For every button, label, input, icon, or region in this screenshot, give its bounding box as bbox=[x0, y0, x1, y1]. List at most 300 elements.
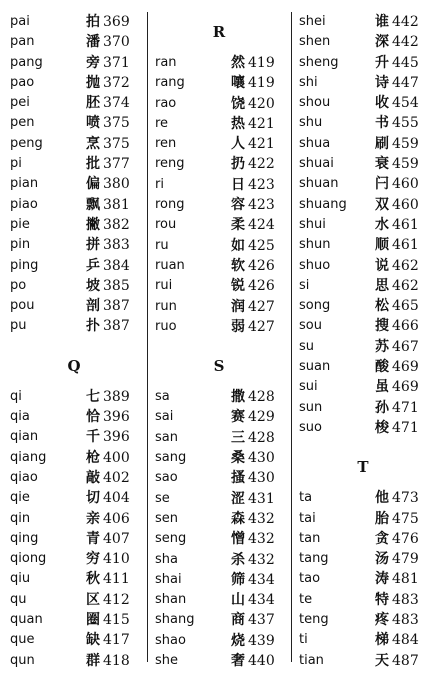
index-entry bbox=[10, 73, 138, 93]
example-character: 思 bbox=[375, 277, 389, 294]
example-character: 梭 bbox=[375, 419, 389, 436]
page-number: 467 bbox=[392, 338, 419, 355]
example-character: 撇 bbox=[86, 216, 100, 233]
index-entry bbox=[10, 427, 138, 447]
page-number: 387 bbox=[103, 298, 130, 315]
index-entry bbox=[299, 488, 427, 508]
page-number: 430 bbox=[248, 470, 275, 487]
index-entry bbox=[299, 569, 427, 589]
page-number: 384 bbox=[103, 257, 130, 274]
index-entry bbox=[299, 316, 427, 336]
index-entry bbox=[155, 154, 283, 174]
page-number: 385 bbox=[103, 277, 130, 294]
pinyin-syllable: shuan bbox=[299, 176, 339, 192]
pinyin-syllable: sa bbox=[155, 389, 170, 405]
page-number: 439 bbox=[248, 632, 275, 649]
example-character: 穷 bbox=[86, 551, 100, 568]
index-entry bbox=[10, 296, 138, 316]
index-entry bbox=[299, 398, 427, 418]
index-entry bbox=[155, 590, 283, 610]
page-number: 383 bbox=[103, 237, 130, 254]
pinyin-syllable: piao bbox=[10, 196, 38, 212]
page-number: 481 bbox=[392, 571, 419, 588]
example-character: 柔 bbox=[231, 217, 245, 234]
page-number: 374 bbox=[103, 95, 130, 112]
example-character: 刷 bbox=[375, 135, 389, 152]
index-entry bbox=[155, 94, 283, 114]
page-number: 372 bbox=[103, 74, 130, 91]
page-number: 418 bbox=[103, 652, 130, 669]
example-character: 他 bbox=[375, 490, 389, 507]
page-number: 469 bbox=[392, 359, 419, 376]
index-entry bbox=[155, 215, 283, 235]
pinyin-syllable: shei bbox=[299, 14, 326, 29]
index-entry bbox=[299, 73, 427, 93]
pinyin-syllable: tian bbox=[299, 652, 324, 668]
page-number: 475 bbox=[392, 510, 419, 527]
index-entry bbox=[299, 195, 427, 215]
pinyin-syllable: pei bbox=[10, 95, 30, 111]
index-entry bbox=[299, 377, 427, 397]
page-number: 422 bbox=[248, 156, 275, 173]
example-character: 涛 bbox=[375, 571, 389, 588]
page-number: 371 bbox=[103, 54, 130, 71]
index-entry bbox=[10, 529, 138, 549]
pinyin-syllable: tan bbox=[299, 530, 321, 546]
index-entry bbox=[10, 235, 138, 255]
example-character: 软 bbox=[231, 257, 245, 274]
example-character: 特 bbox=[375, 591, 389, 608]
example-character: 敲 bbox=[86, 469, 100, 486]
index-entry bbox=[299, 215, 427, 235]
pinyin-syllable: reng bbox=[155, 156, 185, 172]
example-character: 亲 bbox=[86, 510, 100, 527]
example-character: 天 bbox=[375, 652, 389, 669]
pinyin-syllable: pou bbox=[10, 298, 35, 314]
pinyin-syllable: po bbox=[10, 277, 27, 293]
page-number: 381 bbox=[103, 196, 130, 213]
page-number: 421 bbox=[248, 136, 275, 153]
example-character: 撒 bbox=[231, 389, 245, 406]
page-number: 419 bbox=[248, 55, 275, 71]
example-character: 赛 bbox=[231, 409, 245, 426]
example-character: 偏 bbox=[86, 176, 100, 193]
page-number: 466 bbox=[392, 318, 419, 335]
pinyin-syllable: shao bbox=[155, 632, 186, 648]
pinyin-syllable: qing bbox=[10, 530, 39, 546]
page-number: 406 bbox=[103, 510, 130, 527]
index-entry bbox=[10, 12, 138, 32]
pinyin-syllable: peng bbox=[10, 135, 43, 151]
page-number: 424 bbox=[248, 217, 275, 234]
example-character: 七 bbox=[86, 388, 100, 405]
page-number: 454 bbox=[392, 95, 419, 112]
pinyin-syllable: pi bbox=[10, 156, 22, 172]
page-number: 462 bbox=[392, 257, 419, 274]
page-number: 375 bbox=[103, 115, 130, 132]
example-character: 烧 bbox=[231, 632, 245, 649]
pinyin-syllable: song bbox=[299, 298, 331, 314]
example-character: 深 bbox=[375, 34, 389, 51]
page-number: 460 bbox=[392, 196, 419, 213]
index-entry bbox=[10, 651, 138, 671]
example-character: 日 bbox=[231, 176, 245, 193]
example-character: 区 bbox=[86, 591, 100, 608]
page-number: 471 bbox=[392, 419, 419, 436]
pinyin-syllable: ti bbox=[299, 632, 308, 648]
index-entry bbox=[299, 256, 427, 276]
example-character: 双 bbox=[375, 196, 389, 213]
pinyin-syllable: qu bbox=[10, 591, 27, 607]
pinyin-syllable: qia bbox=[10, 409, 30, 425]
pinyin-syllable: rou bbox=[155, 217, 177, 233]
example-character: 圈 bbox=[86, 612, 100, 629]
pinyin-syllable: teng bbox=[299, 612, 329, 628]
column-divider bbox=[291, 12, 292, 662]
page-number: 428 bbox=[248, 389, 275, 406]
page-number: 425 bbox=[248, 237, 275, 254]
page-number: 370 bbox=[103, 34, 130, 51]
index-entry bbox=[10, 468, 138, 488]
example-character: 三 bbox=[231, 429, 245, 446]
pinyin-syllable: tang bbox=[299, 551, 329, 567]
page-number: 483 bbox=[392, 612, 419, 629]
index-entry bbox=[299, 529, 427, 549]
pinyin-syllable: san bbox=[155, 429, 178, 445]
example-character: 锐 bbox=[231, 278, 245, 295]
example-character: 切 bbox=[86, 490, 100, 507]
page-number: 426 bbox=[248, 278, 275, 295]
index-entry bbox=[299, 134, 427, 154]
page-number: 380 bbox=[103, 176, 130, 193]
page-number: 431 bbox=[248, 490, 275, 507]
page-number: 396 bbox=[103, 409, 130, 426]
page-number: 432 bbox=[248, 531, 275, 548]
example-character: 恰 bbox=[86, 409, 100, 426]
page-number: 484 bbox=[392, 632, 419, 649]
pinyin-syllable: sao bbox=[155, 470, 178, 486]
pinyin-syllable: ta bbox=[299, 490, 313, 506]
pinyin-syllable: run bbox=[155, 298, 177, 314]
index-column-2 bbox=[155, 12, 283, 671]
index-entry bbox=[299, 174, 427, 194]
index-entry bbox=[299, 610, 427, 630]
index-entry bbox=[155, 610, 283, 630]
pinyin-syllable: qi bbox=[10, 388, 22, 404]
pinyin-syllable: pin bbox=[10, 237, 31, 253]
pinyin-syllable: tao bbox=[299, 571, 321, 587]
page-number: 412 bbox=[103, 591, 130, 608]
page-number: 404 bbox=[103, 490, 130, 507]
pinyin-syllable: suan bbox=[299, 359, 331, 375]
pinyin-syllable: sou bbox=[299, 318, 322, 334]
example-character: 疼 bbox=[375, 612, 389, 629]
pinyin-syllable: sui bbox=[299, 379, 318, 395]
pinyin-syllable: ren bbox=[155, 136, 177, 152]
page-number: 415 bbox=[103, 612, 130, 629]
index-entry bbox=[155, 256, 283, 276]
index-entry bbox=[10, 610, 138, 630]
example-character: 奢 bbox=[231, 653, 245, 670]
example-character: 扑 bbox=[86, 318, 100, 335]
index-entry bbox=[155, 448, 283, 468]
pinyin-syllable: qiu bbox=[10, 571, 31, 587]
example-character: 秋 bbox=[86, 571, 100, 588]
section-gap bbox=[155, 337, 283, 346]
page-number: 429 bbox=[248, 409, 275, 426]
index-entry bbox=[155, 407, 283, 427]
example-character: 顺 bbox=[375, 237, 389, 254]
index-entry bbox=[10, 154, 138, 174]
pinyin-syllable: qiong bbox=[10, 551, 47, 567]
pinyin-syllable: rao bbox=[155, 95, 177, 111]
example-character: 胎 bbox=[375, 510, 389, 527]
example-character: 喷 bbox=[86, 115, 100, 132]
example-character: 松 bbox=[375, 298, 389, 315]
example-character: 乒 bbox=[86, 257, 100, 274]
example-character: 烹 bbox=[86, 135, 100, 152]
section-gap bbox=[10, 337, 138, 346]
page-number: 432 bbox=[248, 551, 275, 568]
page-number: 455 bbox=[392, 115, 419, 132]
page-number: 427 bbox=[248, 298, 275, 315]
example-character: 嚷 bbox=[231, 75, 245, 92]
pinyin-syllable: shun bbox=[299, 237, 331, 253]
example-character: 批 bbox=[86, 156, 100, 173]
index-entry bbox=[10, 630, 138, 650]
index-entry bbox=[299, 590, 427, 610]
index-entry bbox=[10, 134, 138, 154]
example-character: 酸 bbox=[375, 359, 389, 376]
example-character: 飘 bbox=[86, 196, 100, 213]
pinyin-syllable: qun bbox=[10, 652, 35, 668]
pinyin-syllable: qiang bbox=[10, 449, 47, 465]
index-entry bbox=[299, 296, 427, 316]
index-entry bbox=[10, 387, 138, 407]
page-number: 426 bbox=[248, 257, 275, 274]
page-number: 437 bbox=[248, 612, 275, 629]
index-entry bbox=[155, 276, 283, 296]
example-character: 然 bbox=[231, 55, 245, 71]
index-entry bbox=[299, 276, 427, 296]
example-character: 抛 bbox=[86, 74, 100, 91]
index-entry bbox=[155, 134, 283, 154]
index-entry bbox=[155, 297, 283, 317]
pinyin-syllable: shai bbox=[155, 571, 182, 587]
page-number: 476 bbox=[392, 530, 419, 547]
example-character: 桑 bbox=[231, 450, 245, 467]
index-entry bbox=[299, 53, 427, 73]
pinyin-syllable: shang bbox=[155, 612, 195, 628]
index-entry bbox=[155, 387, 283, 407]
index-entry bbox=[299, 32, 427, 52]
index-entry bbox=[299, 418, 427, 438]
page-number: 462 bbox=[392, 277, 419, 294]
page-number: 460 bbox=[392, 176, 419, 193]
index-entry bbox=[10, 256, 138, 276]
example-character: 涩 bbox=[231, 490, 245, 507]
index-entry bbox=[155, 317, 283, 337]
index-entry bbox=[299, 113, 427, 133]
pinyin-syllable: pao bbox=[10, 74, 35, 90]
page-number: 411 bbox=[103, 571, 130, 588]
example-character: 诗 bbox=[375, 74, 389, 91]
page-number: 479 bbox=[392, 551, 419, 568]
page-number: 445 bbox=[392, 54, 419, 71]
index-entry bbox=[155, 428, 283, 448]
index-entry bbox=[155, 468, 283, 488]
index-entry bbox=[299, 357, 427, 377]
index-entry bbox=[155, 195, 283, 215]
example-character: 憎 bbox=[231, 531, 245, 548]
index-entry bbox=[299, 12, 427, 32]
index-entry bbox=[10, 215, 138, 235]
example-character: 枪 bbox=[86, 449, 100, 466]
section-gap bbox=[299, 438, 427, 447]
index-entry bbox=[155, 489, 283, 509]
index-entry bbox=[299, 235, 427, 255]
example-character: 拍 bbox=[86, 14, 100, 30]
index-entry bbox=[155, 236, 283, 256]
page-number: 419 bbox=[248, 75, 275, 92]
page-number: 461 bbox=[392, 237, 419, 254]
page-number: 402 bbox=[103, 469, 130, 486]
pinyin-syllable: ru bbox=[155, 237, 169, 253]
example-character: 搔 bbox=[231, 470, 245, 487]
pinyin-syllable: sha bbox=[155, 551, 178, 567]
pinyin-syllable: re bbox=[155, 115, 169, 131]
pinyin-syllable: shu bbox=[299, 115, 323, 131]
page-number: 459 bbox=[392, 156, 419, 173]
index-entry bbox=[10, 549, 138, 569]
page-number: 442 bbox=[392, 34, 419, 51]
example-character: 胚 bbox=[86, 95, 100, 112]
pinyin-syllable: ran bbox=[155, 55, 177, 70]
pinyin-syllable: ping bbox=[10, 257, 39, 273]
example-character: 升 bbox=[375, 54, 389, 71]
page-number: 459 bbox=[392, 135, 419, 152]
pinyin-syllable: qin bbox=[10, 510, 31, 526]
index-entry bbox=[155, 175, 283, 195]
example-character: 弱 bbox=[231, 318, 245, 335]
pinyin-syllable: ri bbox=[155, 176, 164, 192]
index-entry bbox=[155, 550, 283, 570]
page-number: 387 bbox=[103, 318, 130, 335]
index-entry bbox=[155, 73, 283, 93]
pinyin-syllable: shuai bbox=[299, 156, 334, 172]
index-entry bbox=[155, 509, 283, 529]
pinyin-syllable: shui bbox=[299, 216, 326, 232]
pinyin-syllable: sen bbox=[155, 510, 179, 526]
page-number: 427 bbox=[248, 318, 275, 335]
pinyin-syllable: suo bbox=[299, 419, 322, 435]
example-character: 书 bbox=[375, 115, 389, 132]
pinyin-syllable: que bbox=[10, 632, 35, 648]
index-entry bbox=[155, 631, 283, 651]
example-character: 商 bbox=[231, 612, 245, 629]
example-character: 贪 bbox=[375, 530, 389, 547]
page-number: 382 bbox=[103, 216, 130, 233]
section-letter-heading: S bbox=[213, 357, 225, 376]
example-character: 孙 bbox=[375, 399, 389, 416]
page-number: 400 bbox=[103, 449, 130, 466]
example-character: 旁 bbox=[86, 54, 100, 71]
page-number: 389 bbox=[103, 388, 130, 405]
index-entry bbox=[10, 590, 138, 610]
page-number: 377 bbox=[103, 156, 130, 173]
page-number: 423 bbox=[248, 176, 275, 193]
example-character: 坡 bbox=[86, 277, 100, 294]
index-entry bbox=[10, 448, 138, 468]
pinyin-syllable: sun bbox=[299, 399, 323, 415]
page-number: 469 bbox=[392, 379, 419, 396]
pinyin-syllable: qian bbox=[10, 429, 39, 445]
example-character: 热 bbox=[231, 115, 245, 132]
pinyin-syllable: qie bbox=[10, 490, 30, 506]
pinyin-syllable: shua bbox=[299, 135, 331, 151]
index-entry bbox=[10, 407, 138, 427]
section-letter-heading: Q bbox=[67, 356, 81, 375]
pinyin-syllable: rang bbox=[155, 75, 185, 91]
example-character: 群 bbox=[86, 652, 100, 669]
example-character: 森 bbox=[231, 510, 245, 527]
pinyin-syllable: rong bbox=[155, 197, 185, 213]
pinyin-syllable: she bbox=[155, 653, 179, 669]
index-entry bbox=[155, 651, 283, 671]
example-character: 山 bbox=[231, 592, 245, 609]
pinyin-syllable: shi bbox=[299, 74, 318, 90]
page-number: 487 bbox=[392, 652, 419, 669]
example-character: 潘 bbox=[86, 34, 100, 51]
index-entry bbox=[299, 630, 427, 650]
pinyin-syllable: pu bbox=[10, 318, 27, 334]
example-character: 苏 bbox=[375, 338, 389, 355]
example-character: 搜 bbox=[375, 318, 389, 335]
pinyin-syllable: shuo bbox=[299, 257, 331, 273]
section-letter-heading: R bbox=[212, 23, 226, 41]
index-entry bbox=[10, 488, 138, 508]
index-entry bbox=[155, 529, 283, 549]
index-entry bbox=[10, 113, 138, 133]
index-entry bbox=[10, 93, 138, 113]
page-number: 430 bbox=[248, 450, 275, 467]
example-character: 人 bbox=[231, 136, 245, 153]
example-character: 梯 bbox=[375, 632, 389, 649]
index-column-1 bbox=[10, 12, 138, 671]
pinyin-syllable: shuang bbox=[299, 196, 347, 212]
index-entry bbox=[10, 569, 138, 589]
example-character: 容 bbox=[231, 197, 245, 214]
section-letter-heading: T bbox=[357, 458, 369, 477]
index-entry bbox=[299, 93, 427, 113]
page-number: 420 bbox=[248, 95, 275, 112]
page-number: 447 bbox=[392, 74, 419, 91]
index-entry bbox=[10, 316, 138, 336]
index-entry bbox=[155, 114, 283, 134]
index-entry bbox=[299, 651, 427, 671]
pinyin-syllable: si bbox=[299, 277, 310, 293]
pinyin-syllable: ruo bbox=[155, 318, 177, 334]
pinyin-syllable: pan bbox=[10, 34, 35, 50]
pinyin-syllable: shen bbox=[299, 34, 331, 50]
example-character: 收 bbox=[375, 95, 389, 112]
pinyin-syllable: sheng bbox=[299, 54, 339, 70]
example-character: 衰 bbox=[375, 156, 389, 173]
example-character: 千 bbox=[86, 429, 100, 446]
example-character: 青 bbox=[86, 530, 100, 547]
example-character: 说 bbox=[375, 257, 389, 274]
page-number: 442 bbox=[392, 14, 419, 30]
